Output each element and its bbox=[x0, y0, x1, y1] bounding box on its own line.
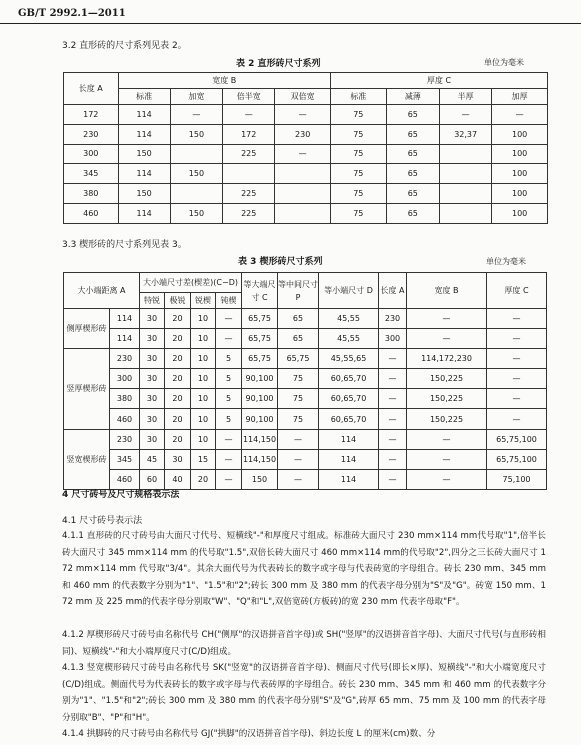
table-cell: 75 bbox=[331, 105, 387, 125]
table-cell bbox=[440, 164, 492, 184]
table-cell bbox=[170, 144, 222, 164]
table-cell: 5 bbox=[216, 389, 242, 409]
table-cell: 30 bbox=[165, 449, 191, 469]
section-3-2: 3.2 直形砖的尺寸系列见表 2。 bbox=[62, 41, 187, 51]
table-cell: — bbox=[278, 449, 319, 469]
subheader-thinned: 减薄 bbox=[386, 89, 439, 105]
table-cell: 60 bbox=[140, 469, 165, 489]
table-cell: 460 bbox=[64, 203, 119, 223]
table-cell: — bbox=[492, 105, 548, 125]
table-cell: 75 bbox=[278, 409, 319, 429]
table-cell: — bbox=[379, 449, 407, 469]
table-cell: — bbox=[216, 329, 242, 349]
table-cell: 45,55 bbox=[319, 309, 379, 329]
table-cell: 45,55,65 bbox=[319, 349, 379, 369]
document-code: GB/T 2992.1—2011 bbox=[18, 8, 126, 19]
table-cell bbox=[440, 144, 492, 164]
header-rule bbox=[0, 23, 581, 24]
table-cell: 75 bbox=[278, 369, 319, 389]
table-cell: — bbox=[487, 329, 547, 349]
table-cell: 30 bbox=[140, 369, 165, 389]
table-cell: — bbox=[407, 469, 487, 489]
table-2 bbox=[63, 72, 548, 224]
table-cell: 65 bbox=[386, 144, 439, 164]
table-cell: — bbox=[216, 469, 242, 489]
table-cell: 15 bbox=[191, 449, 216, 469]
section-3-3: 3.3 楔形砖的尺寸系列见表 3。 bbox=[62, 240, 187, 250]
subheader-blunt: 钝楔 bbox=[216, 293, 242, 309]
table-cell: 40 bbox=[165, 469, 191, 489]
table-cell: 150,225 bbox=[407, 389, 487, 409]
subheader-half-thick: 半厚 bbox=[440, 89, 492, 105]
table-cell: 30 bbox=[140, 329, 165, 349]
table-cell: 172 bbox=[64, 105, 119, 125]
table-cell: 75 bbox=[331, 203, 387, 223]
table-cell: 114 bbox=[319, 449, 379, 469]
table-cell: 150 bbox=[170, 124, 222, 144]
table-cell: 60,65,70 bbox=[319, 369, 379, 389]
table-cell: — bbox=[487, 369, 547, 389]
table-cell: 65 bbox=[386, 164, 439, 184]
table-3 bbox=[63, 272, 547, 490]
table-cell: 380 bbox=[110, 389, 140, 409]
table-cell: 30 bbox=[140, 349, 165, 369]
table-row bbox=[64, 203, 548, 223]
table-cell: 65,75,100 bbox=[487, 429, 547, 449]
table-cell: 150 bbox=[118, 144, 170, 164]
table-cell: 65 bbox=[386, 124, 439, 144]
table-cell bbox=[275, 184, 331, 204]
table-cell: — bbox=[379, 409, 407, 429]
table-cell: 10 bbox=[191, 329, 216, 349]
table-cell: — bbox=[407, 329, 487, 349]
table-cell: 114,172,230 bbox=[407, 349, 487, 369]
table-cell: 65,75 bbox=[278, 349, 319, 369]
table-cell: 75 bbox=[331, 184, 387, 204]
table-cell: — bbox=[275, 144, 331, 164]
table-cell: 10 bbox=[191, 409, 216, 429]
table-cell: 114 bbox=[319, 429, 379, 449]
header-width: 宽度 B bbox=[407, 273, 487, 309]
table-cell bbox=[170, 184, 222, 204]
table-cell: 60,65,70 bbox=[319, 409, 379, 429]
table-cell: — bbox=[379, 429, 407, 449]
section-4-1-heading: 4.1 尺寸砖号表示法 bbox=[62, 516, 143, 526]
table-cell: — bbox=[223, 105, 275, 125]
group-label: 竖宽楔形砖 bbox=[64, 429, 110, 489]
table-cell: 75 bbox=[331, 144, 387, 164]
table-cell: — bbox=[440, 105, 492, 125]
table-cell: 65 bbox=[386, 105, 439, 125]
table-cell: — bbox=[379, 469, 407, 489]
table-cell: 225 bbox=[223, 184, 275, 204]
table-cell: — bbox=[278, 429, 319, 449]
table-cell: 230 bbox=[110, 349, 140, 369]
table-cell: 230 bbox=[110, 429, 140, 449]
section-4-heading: 4 尺寸砖号及尺寸规格表示法 bbox=[62, 490, 180, 500]
table-cell: — bbox=[216, 309, 242, 329]
group-label: 侧厚楔形砖 bbox=[64, 309, 110, 349]
table-cell: 20 bbox=[165, 389, 191, 409]
header-length: 长度 A bbox=[379, 273, 407, 309]
table-cell: 20 bbox=[165, 409, 191, 429]
table-cell: 100 bbox=[492, 164, 548, 184]
table-row bbox=[64, 329, 547, 349]
table-cell: 20 bbox=[165, 429, 191, 449]
table-cell: 114 bbox=[319, 469, 379, 489]
header-width: 宽度 B bbox=[118, 73, 331, 89]
table2-body bbox=[64, 105, 548, 224]
table-cell: 100 bbox=[492, 124, 548, 144]
table-cell: 100 bbox=[492, 203, 548, 223]
table3-body bbox=[64, 309, 547, 490]
table-cell: — bbox=[379, 369, 407, 389]
table-row bbox=[64, 124, 548, 144]
table-cell: 150 bbox=[170, 203, 222, 223]
table-cell: — bbox=[170, 105, 222, 125]
table-cell: 10 bbox=[191, 429, 216, 449]
table-cell: 114 bbox=[118, 164, 170, 184]
table-row bbox=[64, 389, 547, 409]
subheader-very-sharp: 极锐 bbox=[165, 293, 191, 309]
header-taper-difference: 大小端尺寸差(楔差)(C−D) bbox=[140, 273, 242, 293]
table2-caption: 表 2 直形砖尺寸系列 bbox=[236, 59, 321, 69]
table-cell: 30 bbox=[140, 389, 165, 409]
table-row bbox=[64, 144, 548, 164]
table-cell: 90,100 bbox=[242, 409, 278, 429]
table-cell: 10 bbox=[191, 369, 216, 389]
table-cell: 150,225 bbox=[407, 409, 487, 429]
table-cell: 380 bbox=[64, 184, 119, 204]
paragraph-4-1-3: 4.1.3 竖宽楔形砖尺寸砖号由名称代号 SK("竖宽"的汉语拼音首字母)、侧面尺寸代号(即长×厚)、短横线"-"和大小端宽度尺寸(C/D)组成。侧面代号为代表砖长的数字或字母与代表砖厚的字母组合。砖长 230 mm、345 mm 和 460 mm 的代表数字分别为"1"、"1.5"和"2";砖长 300 mm 及 380 mm 的代表字母分别"S"及"G",砖厚 65 mm、75 mm 及 100 mm 的代表字母分别取"B"、"P"和"H"。 bbox=[62, 663, 546, 723]
table-cell: 65 bbox=[278, 329, 319, 349]
table-row bbox=[64, 369, 547, 389]
table-cell: 65 bbox=[386, 203, 439, 223]
header-thickness: 厚度 C bbox=[331, 73, 548, 89]
header-corner: 大小端距离 A bbox=[64, 273, 140, 309]
table-cell: 20 bbox=[165, 349, 191, 369]
table-cell bbox=[440, 184, 492, 204]
table-cell: 114 bbox=[110, 329, 140, 349]
header-equal-middle: 等中间尺寸 P bbox=[278, 273, 319, 309]
subheader-extra-sharp: 特锐 bbox=[140, 293, 165, 309]
table-cell: 150 bbox=[242, 469, 278, 489]
table-cell: 30 bbox=[140, 409, 165, 429]
table-cell: — bbox=[275, 105, 331, 125]
table-cell: 100 bbox=[492, 144, 548, 164]
table-cell: 65,75,100 bbox=[487, 449, 547, 469]
table-row bbox=[64, 309, 547, 329]
header-thickness: 厚度 C bbox=[487, 273, 547, 309]
table-cell: 225 bbox=[223, 203, 275, 223]
table-cell: 114 bbox=[118, 203, 170, 223]
table3-unit: 单位为毫米 bbox=[486, 257, 526, 266]
table-cell: 90,100 bbox=[242, 369, 278, 389]
table-cell: 300 bbox=[64, 144, 119, 164]
table-cell: 460 bbox=[110, 409, 140, 429]
table-cell: — bbox=[407, 429, 487, 449]
table-cell: — bbox=[487, 389, 547, 409]
table-cell: — bbox=[487, 309, 547, 329]
table-cell: 5 bbox=[216, 349, 242, 369]
table-cell: 65 bbox=[386, 184, 439, 204]
table-cell: 300 bbox=[379, 329, 407, 349]
table-cell: — bbox=[216, 449, 242, 469]
paragraph-4-1-4: 4.1.4 拱脚砖的尺寸砖号由名称代号 GJ("拱脚"的汉语拼音首字母)、斜边长度 L 的厘米(cm)数、分 bbox=[62, 729, 436, 739]
table-row bbox=[64, 184, 548, 204]
table-cell: — bbox=[407, 449, 487, 469]
table-cell: 5 bbox=[216, 409, 242, 429]
table-cell: 10 bbox=[191, 389, 216, 409]
table-cell: 75 bbox=[278, 389, 319, 409]
paragraph-4-1-1: 4.1.1 直形砖的尺寸砖号由大面尺寸代号、短横线"-"和厚度尺寸组成。标准砖大面尺寸 230 mm×114 mm代号取"1",倍半长砖大面尺寸 345 mm×114 mm 的代号取"1.5",双倍长砖大面尺寸 460 mm×114 mm的代号取"2",四分之三长砖大面尺寸 172 mm×114 mm 代号取"3/4"。其余大面代号为代表砖长的数字或字母与代表砖宽的字母组合。砖长 230 mm、345 mm 和 460 mm 的代表数字分别为"1"、"1.5"和"2";砖长 300 mm 及 380 mm 的代表字母分别为"S"及"G"。砖宽 150 mm、172 mm 及 225 mm的代表字母分别取"W"、"Q"和"L",双倍宽砖(方板砖)的宽 230 mm 代表字母取"F"。 bbox=[62, 531, 546, 607]
table-cell: 65 bbox=[278, 309, 319, 329]
table-cell: 345 bbox=[64, 164, 119, 184]
table-cell: — bbox=[487, 349, 547, 369]
table-cell bbox=[275, 164, 331, 184]
table-cell: 114 bbox=[118, 105, 170, 125]
table-cell bbox=[275, 203, 331, 223]
paragraph-4-1-2: 4.1.2 厚楔形砖尺寸砖号由名称代号 CH("侧厚"的汉语拼音首字母)或 SH("竖厚"的汉语拼音首字母)、大面尺寸代号(与直形砖相同)、短横线"-"和大小端厚度尺寸(C/D)组成。 bbox=[62, 630, 546, 657]
table-cell: — bbox=[379, 389, 407, 409]
table-cell: 30 bbox=[140, 309, 165, 329]
table3-caption: 表 3 楔形砖尺寸系列 bbox=[238, 257, 323, 267]
table-cell: 20 bbox=[165, 369, 191, 389]
table-cell: 345 bbox=[110, 449, 140, 469]
table-cell: 75 bbox=[331, 164, 387, 184]
table-cell: 45 bbox=[140, 449, 165, 469]
subheader-widened: 加宽 bbox=[170, 89, 222, 105]
table-cell: 65,75 bbox=[242, 329, 278, 349]
table-row bbox=[64, 164, 548, 184]
table-cell: 60,65,70 bbox=[319, 389, 379, 409]
table-cell: 114,150 bbox=[242, 429, 278, 449]
table-cell: 20 bbox=[165, 329, 191, 349]
table-cell: 150 bbox=[118, 184, 170, 204]
table-cell: 90,100 bbox=[242, 389, 278, 409]
subheader-one-and-half-width: 倍半宽 bbox=[223, 89, 275, 105]
table-cell: — bbox=[379, 349, 407, 369]
table-cell: 172 bbox=[223, 124, 275, 144]
table-cell: 20 bbox=[165, 309, 191, 329]
table-cell: 150 bbox=[170, 164, 222, 184]
table-cell: 10 bbox=[191, 309, 216, 329]
table-cell: — bbox=[407, 309, 487, 329]
table-cell: 5 bbox=[216, 369, 242, 389]
table-cell: 150,225 bbox=[407, 369, 487, 389]
table-cell: 114 bbox=[118, 124, 170, 144]
table-cell: 65,75 bbox=[242, 349, 278, 369]
table-cell bbox=[223, 164, 275, 184]
table-cell: — bbox=[216, 429, 242, 449]
header-equal-small-end: 等小端尺寸 D bbox=[319, 273, 379, 309]
header-equal-big-end: 等大端尺寸 C bbox=[242, 273, 278, 309]
header-length: 长度 A bbox=[64, 73, 119, 105]
table-row bbox=[64, 105, 548, 125]
table-cell: 32,37 bbox=[440, 124, 492, 144]
table-cell: 75,100 bbox=[487, 469, 547, 489]
subheader-standard-thick: 标准 bbox=[331, 89, 387, 105]
table-cell bbox=[440, 203, 492, 223]
subheader-standard: 标准 bbox=[118, 89, 170, 105]
table-cell: 300 bbox=[110, 369, 140, 389]
table-cell: — bbox=[278, 469, 319, 489]
table-cell: 20 bbox=[191, 469, 216, 489]
table-cell: 75 bbox=[331, 124, 387, 144]
table-cell: 30 bbox=[140, 429, 165, 449]
table-row bbox=[64, 449, 547, 469]
table-cell: 230 bbox=[64, 124, 119, 144]
table-cell: 100 bbox=[492, 184, 548, 204]
table-cell: 114 bbox=[110, 309, 140, 329]
table-row bbox=[64, 429, 547, 449]
table2-unit: 单位为毫米 bbox=[484, 58, 524, 67]
table-row bbox=[64, 349, 547, 369]
table-cell: 65,75 bbox=[242, 309, 278, 329]
table-cell: — bbox=[487, 409, 547, 429]
table-cell: 114,150 bbox=[242, 449, 278, 469]
table-row bbox=[64, 409, 547, 429]
table-cell: 10 bbox=[191, 349, 216, 369]
table-cell: 225 bbox=[223, 144, 275, 164]
subheader-double-width: 双倍宽 bbox=[275, 89, 331, 105]
subheader-thickened: 加厚 bbox=[492, 89, 548, 105]
group-label: 竖厚楔形砖 bbox=[64, 349, 110, 429]
table-cell: 460 bbox=[110, 469, 140, 489]
table-cell: 230 bbox=[275, 124, 331, 144]
table-cell: 230 bbox=[379, 309, 407, 329]
subheader-sharp: 锐楔 bbox=[191, 293, 216, 309]
table-cell: 45,55 bbox=[319, 329, 379, 349]
